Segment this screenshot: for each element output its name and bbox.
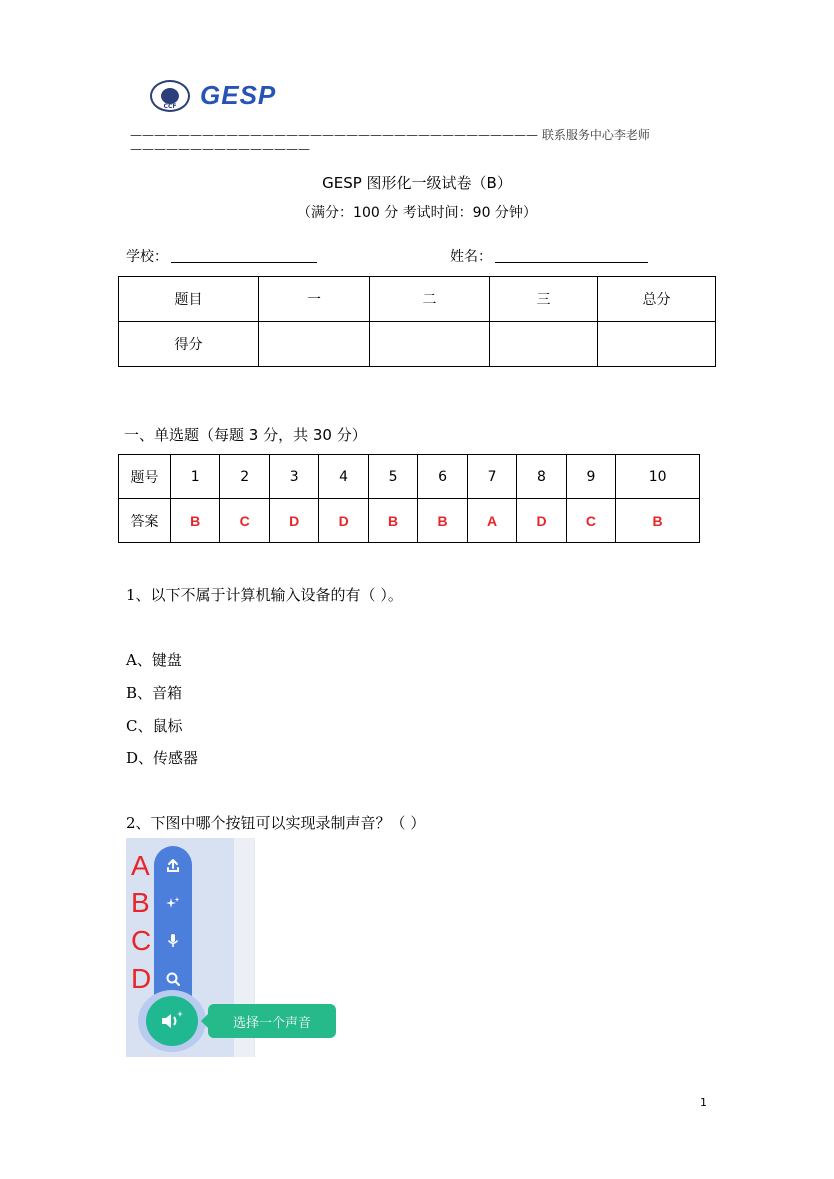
table-cell: 10 [616,455,700,499]
score-cell[interactable] [259,322,370,367]
answer-cell: D [319,499,368,543]
label-d: D [131,963,152,994]
section-title: 一、单选题（每题 3 分，共 30 分） [124,426,367,444]
name-field[interactable] [495,246,648,263]
table-cell: 三 [490,277,598,322]
table-cell: 4 [319,455,368,499]
table-cell: 6 [418,455,467,499]
upload-icon[interactable] [154,848,192,884]
table-cell: 题目 [119,277,259,322]
table-cell: 5 [368,455,417,499]
answer-cell: D [269,499,318,543]
answer-table [118,454,700,543]
option-b: B、音箱 [126,684,183,702]
label-a: A [131,850,150,881]
answer-cell: B [418,499,467,543]
table-cell: 2 [220,455,269,499]
school-field[interactable] [171,246,317,263]
name-label: 姓名： [450,249,492,265]
answer-cell: D [517,499,566,543]
table-cell: 8 [517,455,566,499]
table-row [119,322,716,367]
microphone-icon[interactable] [154,923,192,959]
answer-cell: B [171,499,220,543]
page-number: 1 [700,1096,707,1109]
table-row [119,455,700,499]
question-2-text: 2、下图中哪个按钮可以实现录制声音？（ ） [126,814,426,832]
label-b: B [131,887,150,918]
score-cell[interactable] [370,322,490,367]
table-cell: 答案 [119,499,171,543]
table-cell: 题号 [119,455,171,499]
school-label: 学校： [126,249,168,265]
table-cell: 总分 [598,277,716,322]
table-row [119,499,700,543]
gesp-logo [150,78,290,114]
table-cell: 得分 [119,322,259,367]
exam-subtitle: （满分：100 分 考试时间：90 分钟） [297,205,537,221]
tooltip-arrow [201,1014,208,1028]
question-1-text: 1、以下不属于计算机输入设备的有（ ）。 [126,586,403,604]
answer-cell: C [566,499,615,543]
answer-cell: B [616,499,700,543]
option-c: C、鼠标 [126,717,183,735]
table-row [119,277,716,322]
table-cell: 二 [370,277,490,322]
label-c: C [131,925,152,956]
table-cell: 3 [269,455,318,499]
score-table [118,276,716,367]
choose-sound-tooltip: 选择一个声音 [208,1004,336,1038]
answer-cell: B [368,499,417,543]
score-cell[interactable] [490,322,598,367]
answer-cell: A [467,499,516,543]
table-cell: 7 [467,455,516,499]
table-cell: 1 [171,455,220,499]
table-cell: 一 [259,277,370,322]
option-d: D、传感器 [126,749,199,767]
option-a: A、键盘 [126,651,182,669]
sound-add-icon[interactable] [146,996,198,1046]
exam-title: GESP 图形化一级试卷（B） [322,174,512,192]
logo-text: GESP [200,80,277,110]
ccf-seal-icon: CCF [150,80,190,112]
sparkle-icon[interactable] [154,885,192,921]
score-cell[interactable] [598,322,716,367]
header-contact-line: —————————————————————————————————— 联系服务中心李老师——————————————— [130,128,650,156]
table-cell: 9 [566,455,615,499]
answer-cell: C [220,499,269,543]
